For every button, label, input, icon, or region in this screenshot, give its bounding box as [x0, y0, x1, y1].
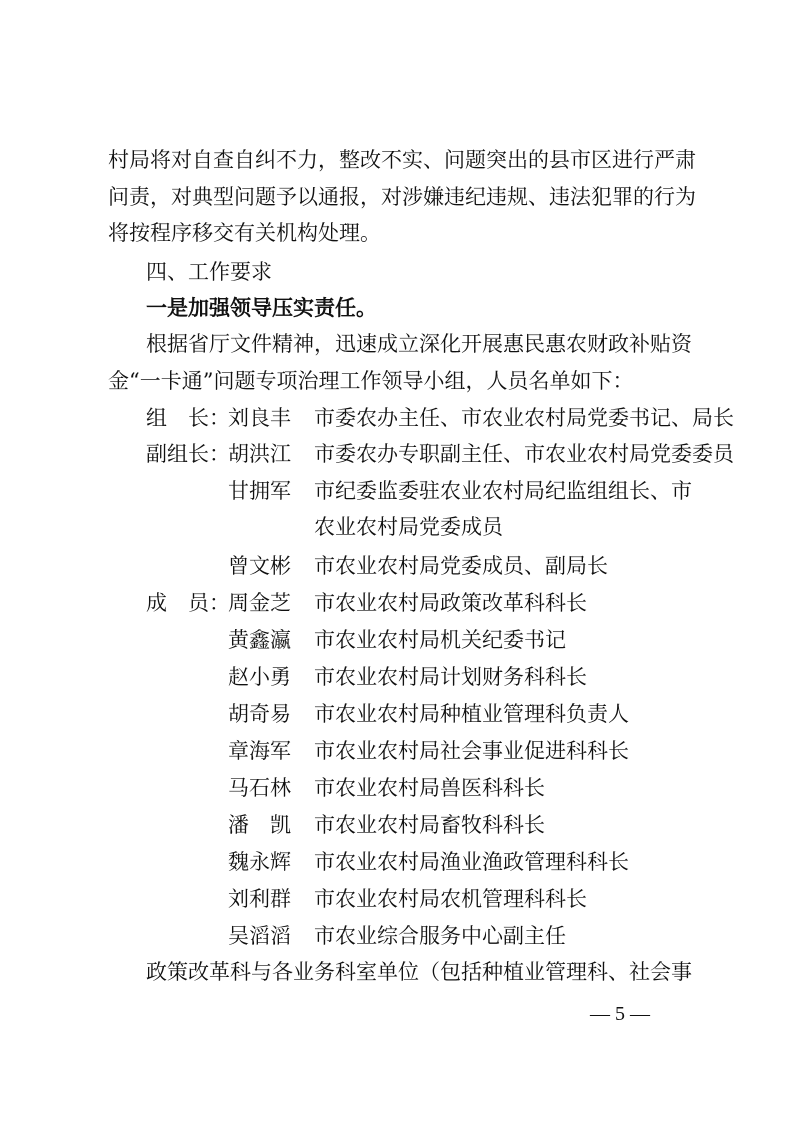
body-line-2: 金“一卡通”问题专项治理工作领导小组，人员名单如下：: [108, 368, 634, 393]
person-title: 市农业农村局党委成员、副局长: [314, 554, 608, 578]
person-title: 市农业农村局农机管理科科长: [314, 887, 587, 911]
person-name: 甘拥军: [228, 479, 291, 503]
person-title: 市纪委监委驻农业农村局纪监组组长、市: [314, 479, 692, 503]
person-name: 黄鑫瀛: [228, 628, 291, 652]
intro-line-2: 问责，对典型问题予以通报，对涉嫌违纪违规、违法犯罪的行为: [108, 184, 696, 209]
person-title: 市农业农村局渔业渔政管理科科长: [314, 850, 629, 874]
person-title: 市农业综合服务中心副主任: [314, 924, 566, 948]
role-deputy: 副组长：: [146, 442, 230, 466]
closing-line: 政策改革科与各业务科室单位（包括种植业管理科、社会事: [146, 960, 692, 984]
intro-line-3: 将按程序移交有关机构处理。: [108, 221, 381, 245]
body-line-1: 根据省厅文件精神，迅速成立深化开展惠民惠农财政补贴资: [146, 332, 692, 356]
person-name: 刘良丰: [228, 406, 291, 430]
person-title-continued: 农业农村局党委成员: [314, 515, 503, 539]
person-name: 章海军: [228, 739, 291, 763]
person-title: 市农业农村局计划财务科科长: [314, 665, 587, 689]
person-name: 潘 凯: [228, 813, 291, 837]
person-name: 胡洪江: [228, 442, 291, 466]
section-heading: 四、工作要求: [146, 260, 272, 284]
person-name: 曾文彬: [228, 554, 291, 578]
person-title: 市农业农村局社会事业促进科科长: [314, 739, 629, 763]
person-title: 市农业农村局机关纪委书记: [314, 628, 566, 652]
person-title: 市委农办主任、市农业农村局党委书记、局长: [314, 406, 734, 430]
role-leader: 组 长：: [146, 406, 230, 430]
person-name: 周金芝: [228, 591, 291, 615]
person-name: 胡奇易: [228, 702, 291, 726]
person-title: 市农业农村局畜牧科科长: [314, 813, 545, 837]
person-title: 市农业农村局政策改革科科长: [314, 591, 587, 615]
person-name: 吴滔滔: [228, 924, 291, 948]
person-title: 市农业农村局种植业管理科负责人: [314, 702, 629, 726]
page-number: — 5 —: [590, 1003, 650, 1025]
person-name: 刘利群: [228, 887, 291, 911]
person-title: 市农业农村局兽医科科长: [314, 776, 545, 800]
person-name: 马石林: [228, 776, 291, 800]
intro-paragraph: [108, 142, 696, 252]
subheading: 一是加强领导压实责任。: [146, 296, 377, 320]
closing-paragraph: [108, 954, 692, 991]
role-member: 成 员：: [146, 591, 230, 615]
person-title: 市委农办专职副主任、市农业农村局党委委员: [314, 442, 734, 466]
body-paragraph: [108, 326, 692, 399]
person-name: 魏永辉: [228, 850, 291, 874]
person-name: 赵小勇: [228, 665, 291, 689]
intro-line-1: 村局将对自查自纠不力，整改不实、问题突出的县市区进行严肃: [108, 148, 696, 172]
